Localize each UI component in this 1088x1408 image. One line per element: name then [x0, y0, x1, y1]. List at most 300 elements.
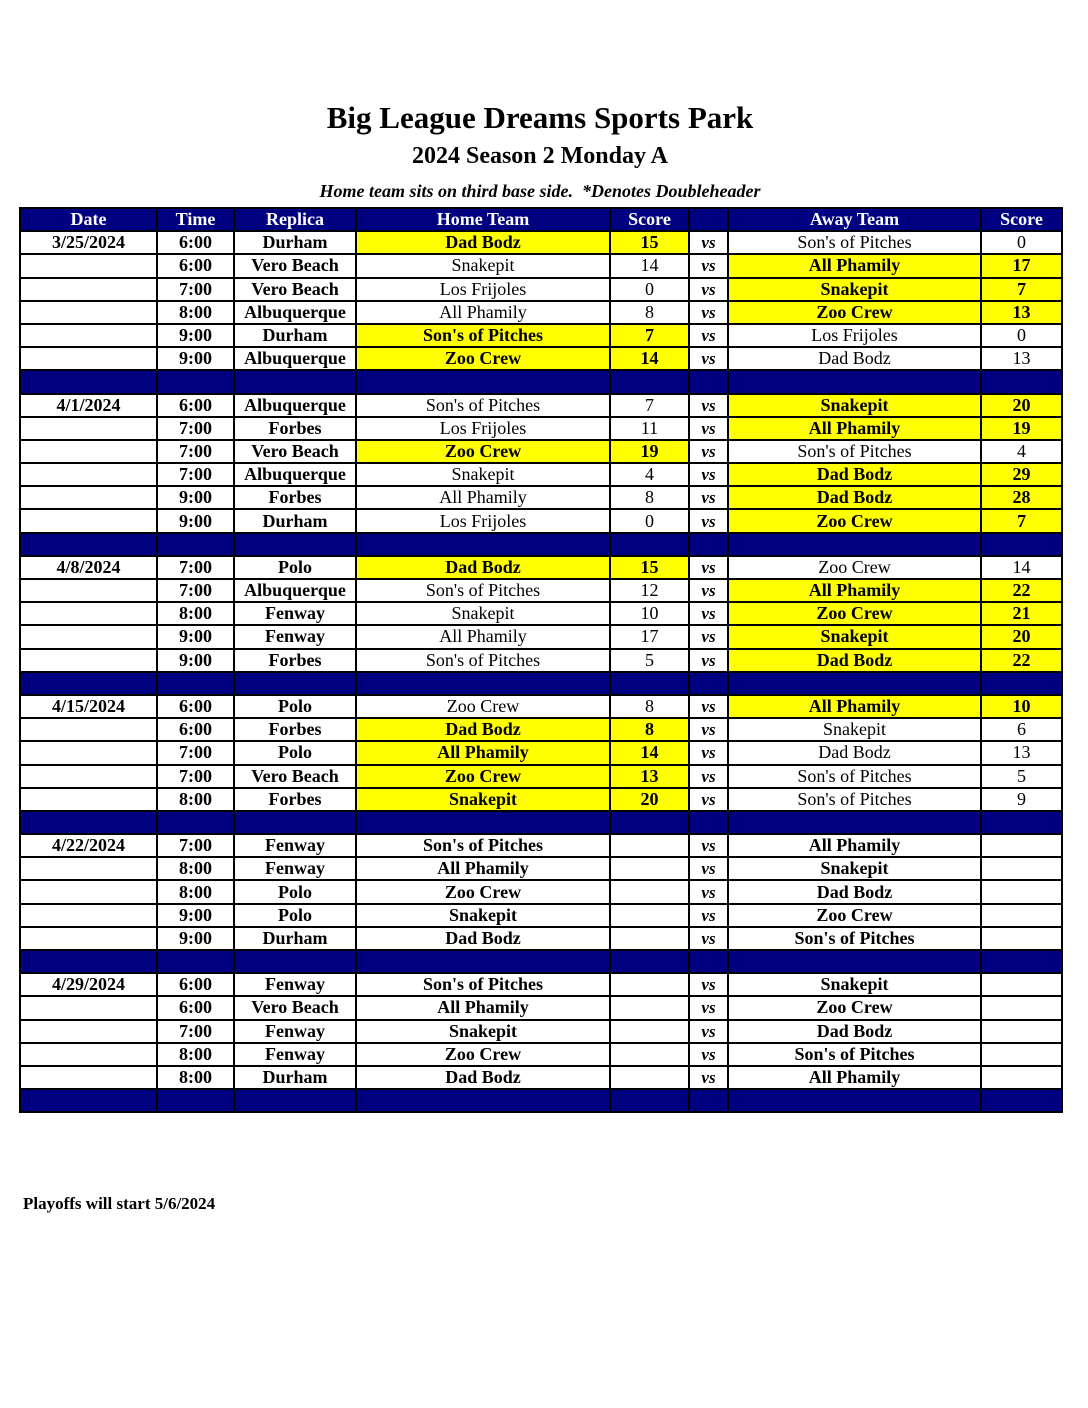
away-team: Son's of Pitches [728, 927, 981, 950]
vs-label: vs [689, 417, 728, 440]
home-score: 0 [610, 509, 689, 532]
game-date [20, 1043, 157, 1066]
away-team: Dad Bodz [728, 486, 981, 509]
vs-label: vs [689, 857, 728, 880]
away-team: Son's of Pitches [728, 440, 981, 463]
away-score [981, 880, 1062, 903]
game-field: Fenway [234, 857, 356, 880]
game-time: 9:00 [157, 347, 234, 370]
home-team: Zoo Crew [356, 695, 610, 718]
header-date: Date [20, 208, 157, 231]
game-date [20, 602, 157, 625]
game-row [20, 788, 1062, 811]
home-team: Son's of Pitches [356, 579, 610, 602]
separator-cell [20, 370, 157, 393]
vs-label: vs [689, 509, 728, 532]
away-score: 10 [981, 695, 1062, 718]
home-score [610, 834, 689, 857]
away-score: 0 [981, 231, 1062, 254]
home-team: Dad Bodz [356, 927, 610, 950]
game-time: 8:00 [157, 880, 234, 903]
vs-label: vs [689, 231, 728, 254]
separator-cell [981, 811, 1062, 834]
vs-label: vs [689, 1020, 728, 1043]
game-time: 7:00 [157, 834, 234, 857]
vs-label: vs [689, 718, 728, 741]
away-score: 4 [981, 440, 1062, 463]
page-subtitle: 2024 Season 2 Monday A [411, 143, 669, 169]
game-row [20, 695, 1062, 718]
vs-label: vs [689, 695, 728, 718]
game-date [20, 1066, 157, 1089]
game-date [20, 278, 157, 301]
home-team: Zoo Crew [356, 347, 610, 370]
home-score: 8 [610, 486, 689, 509]
home-team: Los Frijoles [356, 417, 610, 440]
game-date: 4/22/2024 [20, 834, 157, 857]
away-team: Snakepit [728, 718, 981, 741]
game-date: 4/8/2024 [20, 556, 157, 579]
game-time: 9:00 [157, 324, 234, 347]
separator-cell [20, 950, 157, 973]
away-score: 14 [981, 556, 1062, 579]
game-field: Durham [234, 324, 356, 347]
separator-cell [157, 1089, 234, 1112]
game-time: 7:00 [157, 463, 234, 486]
home-score: 10 [610, 602, 689, 625]
game-date [20, 880, 157, 903]
game-date: 4/1/2024 [20, 394, 157, 417]
game-date [20, 788, 157, 811]
home-team: Son's of Pitches [356, 834, 610, 857]
vs-label: vs [689, 324, 728, 347]
away-team: Dad Bodz [728, 880, 981, 903]
vs-label: vs [689, 625, 728, 648]
game-time: 8:00 [157, 1043, 234, 1066]
game-time: 7:00 [157, 1020, 234, 1043]
away-team: Snakepit [728, 394, 981, 417]
game-row [20, 904, 1062, 927]
game-row [20, 347, 1062, 370]
away-score [981, 904, 1062, 927]
game-field: Albuquerque [234, 463, 356, 486]
home-team: Zoo Crew [356, 1043, 610, 1066]
home-team: Snakepit [356, 602, 610, 625]
separator-cell [981, 950, 1062, 973]
schedule-body [20, 231, 1062, 1112]
separator-cell [610, 950, 689, 973]
away-score [981, 834, 1062, 857]
home-score: 8 [610, 718, 689, 741]
home-team: All Phamily [356, 625, 610, 648]
game-field: Durham [234, 927, 356, 950]
away-score [981, 1020, 1062, 1043]
game-field: Forbes [234, 718, 356, 741]
game-time: 8:00 [157, 857, 234, 880]
home-score: 5 [610, 649, 689, 672]
game-field: Polo [234, 556, 356, 579]
away-score: 19 [981, 417, 1062, 440]
vs-label: vs [689, 254, 728, 277]
game-date [20, 509, 157, 532]
away-team: All Phamily [728, 254, 981, 277]
game-row [20, 857, 1062, 880]
away-score: 6 [981, 718, 1062, 741]
game-row [20, 741, 1062, 764]
game-field: Vero Beach [234, 765, 356, 788]
game-row [20, 579, 1062, 602]
home-team: All Phamily [356, 486, 610, 509]
home-team: Dad Bodz [356, 718, 610, 741]
separator-cell [157, 950, 234, 973]
game-field: Vero Beach [234, 278, 356, 301]
home-team: Son's of Pitches [356, 649, 610, 672]
week-separator-row [20, 811, 1062, 834]
game-row [20, 417, 1062, 440]
game-field: Forbes [234, 486, 356, 509]
game-time: 7:00 [157, 417, 234, 440]
away-team: Zoo Crew [728, 301, 981, 324]
home-score [610, 880, 689, 903]
game-time: 8:00 [157, 788, 234, 811]
game-field: Durham [234, 231, 356, 254]
away-score: 29 [981, 463, 1062, 486]
away-score [981, 1043, 1062, 1066]
separator-cell [689, 672, 728, 695]
header-away-score: Score [981, 208, 1062, 231]
game-field: Fenway [234, 1043, 356, 1066]
week-separator-row [20, 1089, 1062, 1112]
vs-label: vs [689, 973, 728, 996]
game-row [20, 486, 1062, 509]
home-score: 12 [610, 579, 689, 602]
game-field: Polo [234, 904, 356, 927]
game-date [20, 301, 157, 324]
separator-cell [728, 811, 981, 834]
game-row [20, 602, 1062, 625]
away-score: 0 [981, 324, 1062, 347]
game-row [20, 509, 1062, 532]
away-score [981, 1066, 1062, 1089]
away-team: All Phamily [728, 695, 981, 718]
game-field: Forbes [234, 649, 356, 672]
game-field: Polo [234, 695, 356, 718]
separator-cell [356, 370, 610, 393]
header-replica: Replica [234, 208, 356, 231]
game-date [20, 857, 157, 880]
home-score: 8 [610, 301, 689, 324]
vs-label: vs [689, 996, 728, 1019]
header-home-team: Home Team [356, 208, 610, 231]
home-score: 7 [610, 394, 689, 417]
separator-cell [689, 370, 728, 393]
home-team: Dad Bodz [356, 556, 610, 579]
game-field: Albuquerque [234, 301, 356, 324]
home-team: Snakepit [356, 254, 610, 277]
game-date [20, 417, 157, 440]
away-team: Son's of Pitches [728, 1043, 981, 1066]
separator-cell [234, 950, 356, 973]
separator-cell [728, 950, 981, 973]
away-score: 20 [981, 625, 1062, 648]
separator-cell [20, 811, 157, 834]
away-score [981, 857, 1062, 880]
game-time: 6:00 [157, 254, 234, 277]
vs-label: vs [689, 880, 728, 903]
game-time: 6:00 [157, 973, 234, 996]
game-time: 7:00 [157, 440, 234, 463]
home-team: Zoo Crew [356, 765, 610, 788]
vs-label: vs [689, 927, 728, 950]
separator-cell [157, 533, 234, 556]
game-date [20, 347, 157, 370]
away-score [981, 927, 1062, 950]
separator-cell [981, 672, 1062, 695]
home-score [610, 973, 689, 996]
away-team: Snakepit [728, 625, 981, 648]
away-team: Dad Bodz [728, 741, 981, 764]
home-team: All Phamily [356, 996, 610, 1019]
game-row [20, 1043, 1062, 1066]
game-time: 9:00 [157, 509, 234, 532]
separator-cell [728, 1089, 981, 1112]
away-score: 21 [981, 602, 1062, 625]
away-score [981, 996, 1062, 1019]
away-team: Snakepit [728, 857, 981, 880]
home-team: Dad Bodz [356, 231, 610, 254]
game-row [20, 254, 1062, 277]
away-team: All Phamily [728, 579, 981, 602]
game-field: Fenway [234, 1020, 356, 1043]
away-score: 20 [981, 394, 1062, 417]
home-score [610, 927, 689, 950]
game-date [20, 324, 157, 347]
away-score: 13 [981, 741, 1062, 764]
game-time: 7:00 [157, 556, 234, 579]
home-team: Son's of Pitches [356, 324, 610, 347]
separator-cell [234, 370, 356, 393]
home-score: 8 [610, 695, 689, 718]
header-home-score: Score [610, 208, 689, 231]
game-time: 7:00 [157, 579, 234, 602]
vs-label: vs [689, 788, 728, 811]
game-time: 9:00 [157, 904, 234, 927]
game-date [20, 579, 157, 602]
game-row [20, 394, 1062, 417]
home-team: Snakepit [356, 463, 610, 486]
home-score: 17 [610, 625, 689, 648]
home-score: 13 [610, 765, 689, 788]
vs-label: vs [689, 463, 728, 486]
away-team: Zoo Crew [728, 556, 981, 579]
away-score: 28 [981, 486, 1062, 509]
game-row [20, 765, 1062, 788]
game-field: Polo [234, 880, 356, 903]
away-team: Son's of Pitches [728, 231, 981, 254]
game-time: 8:00 [157, 602, 234, 625]
game-date [20, 486, 157, 509]
week-separator-row [20, 950, 1062, 973]
away-team: Dad Bodz [728, 649, 981, 672]
game-field: Fenway [234, 602, 356, 625]
game-time: 8:00 [157, 301, 234, 324]
game-time: 9:00 [157, 927, 234, 950]
away-team: Dad Bodz [728, 463, 981, 486]
vs-label: vs [689, 765, 728, 788]
separator-cell [356, 533, 610, 556]
separator-cell [610, 533, 689, 556]
separator-cell [728, 672, 981, 695]
home-team: Son's of Pitches [356, 394, 610, 417]
home-score: 14 [610, 254, 689, 277]
game-time: 9:00 [157, 625, 234, 648]
away-score: 9 [981, 788, 1062, 811]
separator-cell [157, 811, 234, 834]
game-date [20, 765, 157, 788]
home-team: All Phamily [356, 301, 610, 324]
separator-cell [689, 811, 728, 834]
game-field: Fenway [234, 625, 356, 648]
game-row [20, 996, 1062, 1019]
away-team: Zoo Crew [728, 904, 981, 927]
game-field: Polo [234, 741, 356, 764]
header-row [20, 208, 1062, 231]
game-date: 4/29/2024 [20, 973, 157, 996]
home-team: Zoo Crew [356, 440, 610, 463]
separator-cell [981, 370, 1062, 393]
separator-cell [20, 672, 157, 695]
home-team: Snakepit [356, 788, 610, 811]
home-score: 15 [610, 556, 689, 579]
separator-cell [234, 1089, 356, 1112]
separator-cell [234, 672, 356, 695]
vs-label: vs [689, 347, 728, 370]
vs-label: vs [689, 834, 728, 857]
separator-cell [728, 533, 981, 556]
game-date [20, 649, 157, 672]
away-team: Snakepit [728, 278, 981, 301]
vs-label: vs [689, 602, 728, 625]
separator-cell [157, 672, 234, 695]
home-team: All Phamily [356, 857, 610, 880]
game-row [20, 440, 1062, 463]
separator-cell [610, 1089, 689, 1112]
game-date [20, 440, 157, 463]
vs-label: vs [689, 649, 728, 672]
header-time: Time [157, 208, 234, 231]
vs-label: vs [689, 1066, 728, 1089]
game-field: Durham [234, 1066, 356, 1089]
vs-label: vs [689, 579, 728, 602]
vs-label: vs [689, 394, 728, 417]
away-team: Dad Bodz [728, 1020, 981, 1043]
away-team: Son's of Pitches [728, 765, 981, 788]
separator-cell [356, 950, 610, 973]
game-field: Vero Beach [234, 440, 356, 463]
game-date [20, 254, 157, 277]
home-score [610, 1043, 689, 1066]
header-away-team: Away Team [728, 208, 981, 231]
game-row [20, 880, 1062, 903]
game-field: Fenway [234, 973, 356, 996]
separator-cell [356, 672, 610, 695]
game-time: 7:00 [157, 278, 234, 301]
game-date [20, 904, 157, 927]
game-date [20, 996, 157, 1019]
home-team: Snakepit [356, 1020, 610, 1043]
game-time: 6:00 [157, 718, 234, 741]
vs-label: vs [689, 486, 728, 509]
vs-label: vs [689, 741, 728, 764]
game-row [20, 301, 1062, 324]
home-score: 15 [610, 231, 689, 254]
away-team: All Phamily [728, 417, 981, 440]
away-score: 7 [981, 509, 1062, 532]
away-score: 22 [981, 649, 1062, 672]
separator-cell [981, 1089, 1062, 1112]
separator-cell [610, 370, 689, 393]
home-team: Los Frijoles [356, 278, 610, 301]
header-vs [689, 208, 728, 231]
game-date [20, 927, 157, 950]
game-time: 6:00 [157, 231, 234, 254]
game-time: 6:00 [157, 996, 234, 1019]
home-score: 0 [610, 278, 689, 301]
game-time: 7:00 [157, 741, 234, 764]
home-team: Los Frijoles [356, 509, 610, 532]
vs-label: vs [689, 904, 728, 927]
away-score: 7 [981, 278, 1062, 301]
home-team-note: Home team sits on third base side. *Denotes Doubleheader [319, 181, 761, 201]
away-team: Zoo Crew [728, 602, 981, 625]
separator-cell [356, 811, 610, 834]
game-row [20, 463, 1062, 486]
game-field: Vero Beach [234, 254, 356, 277]
separator-cell [728, 370, 981, 393]
away-team: Zoo Crew [728, 996, 981, 1019]
away-score [981, 973, 1062, 996]
home-team: Son's of Pitches [356, 973, 610, 996]
home-score [610, 1020, 689, 1043]
separator-cell [689, 950, 728, 973]
separator-cell [20, 1089, 157, 1112]
away-team: All Phamily [728, 1066, 981, 1089]
away-team: Snakepit [728, 973, 981, 996]
week-separator-row [20, 370, 1062, 393]
home-team: Snakepit [356, 904, 610, 927]
vs-label: vs [689, 440, 728, 463]
away-score: 13 [981, 347, 1062, 370]
separator-cell [610, 811, 689, 834]
away-team: All Phamily [728, 834, 981, 857]
game-field: Albuquerque [234, 579, 356, 602]
game-row [20, 231, 1062, 254]
home-team: All Phamily [356, 741, 610, 764]
game-time: 6:00 [157, 695, 234, 718]
game-time: 6:00 [157, 394, 234, 417]
home-score: 20 [610, 788, 689, 811]
game-date: 3/25/2024 [20, 231, 157, 254]
away-team: Dad Bodz [728, 347, 981, 370]
game-row [20, 278, 1062, 301]
away-score: 17 [981, 254, 1062, 277]
separator-cell [981, 533, 1062, 556]
home-score: 14 [610, 741, 689, 764]
week-separator-row [20, 533, 1062, 556]
separator-cell [356, 1089, 610, 1112]
separator-cell [234, 533, 356, 556]
home-score: 4 [610, 463, 689, 486]
